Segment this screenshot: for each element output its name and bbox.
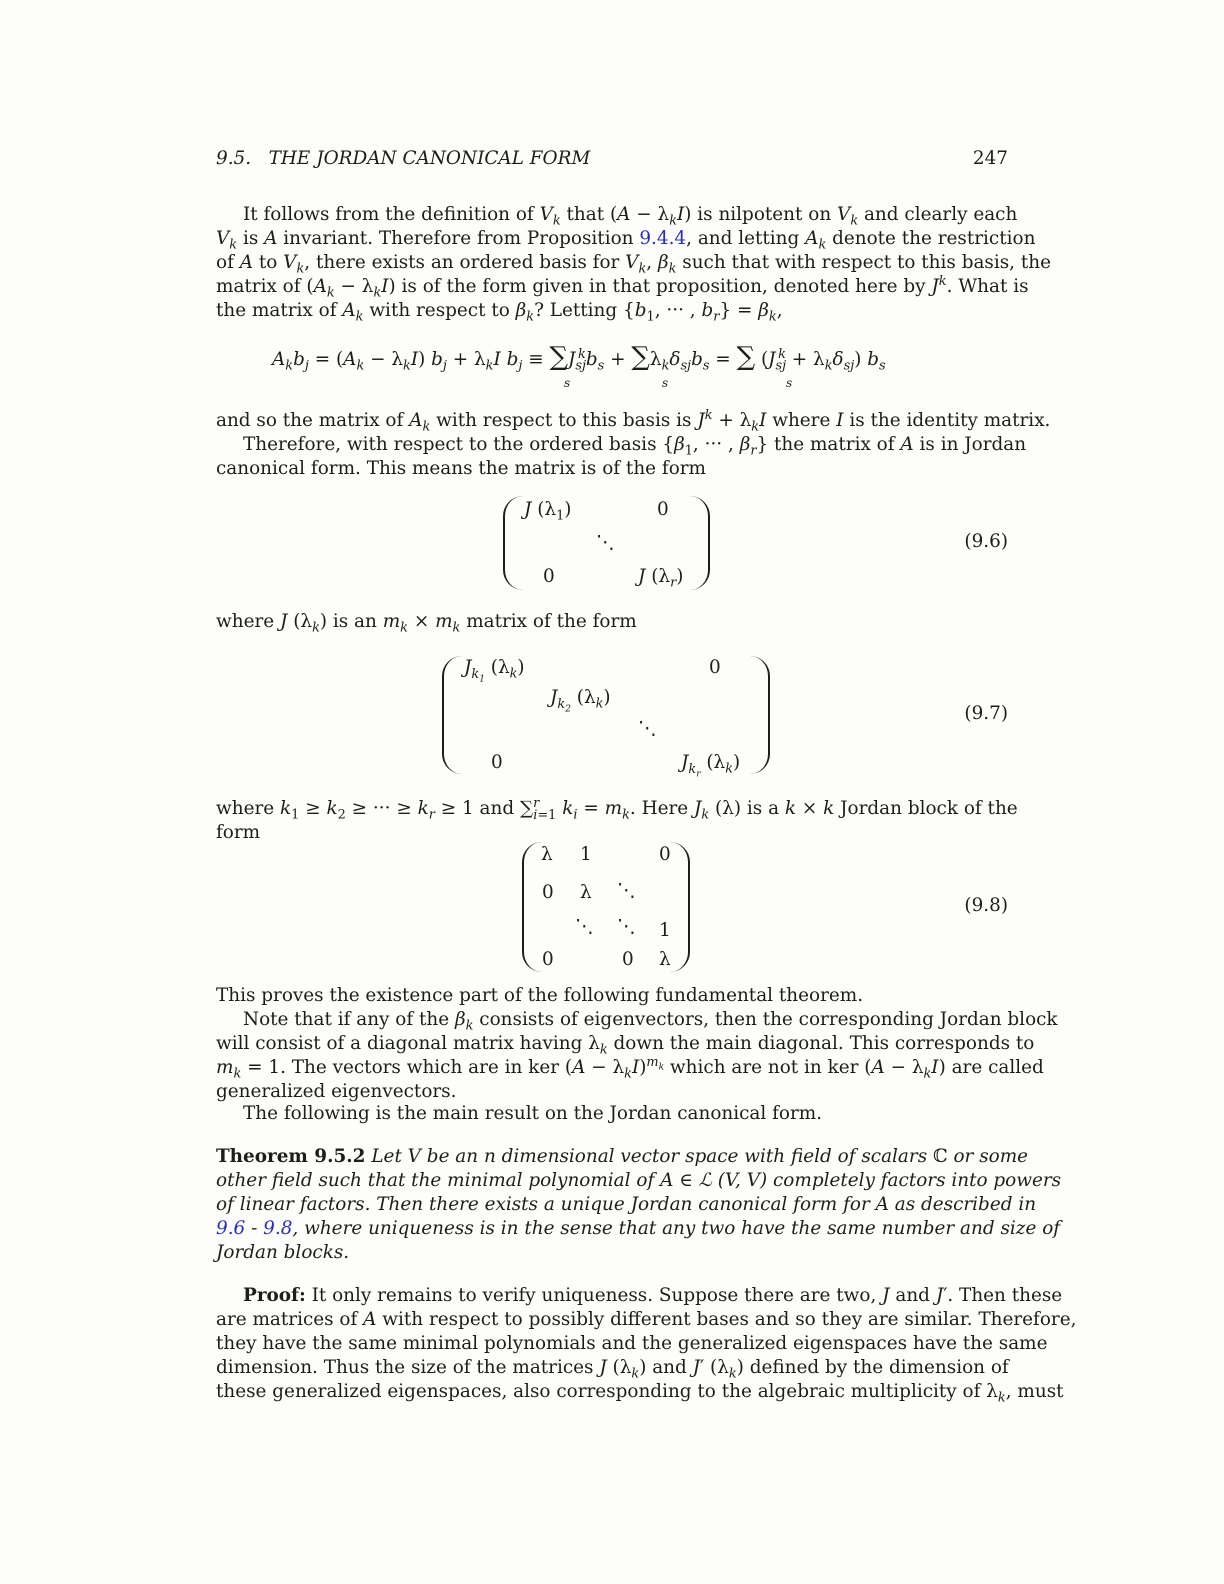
matrix-cell: $J_{k_2}$ $(\lambda_k)$: [550, 687, 611, 715]
matrix-cell: 0: [657, 499, 669, 520]
body-text-line: generalized eigenvectors.: [216, 1081, 457, 1102]
matrix-cell: J $(\lambda_1)$: [524, 499, 572, 524]
right-parenthesis: [690, 496, 710, 590]
theorem-label: Theorem 9.5.2: [216, 1146, 366, 1167]
left-parenthesis: [503, 496, 523, 590]
body-text-line: canonical form. This means the matrix is of the form: [216, 458, 707, 479]
right-parenthesis: [670, 842, 690, 972]
body-text-line: and so the matrix of $A_k$ with respect to this basis is $J^k + \lambda_kI$ where I is the identity matrix.: [216, 407, 1051, 435]
matrix-cell: 0: [543, 566, 555, 587]
sum-index: s: [786, 376, 793, 390]
proof-line: Proof: It only remains to verify uniqueness. Suppose there are two, J and J′. Then these: [243, 1285, 1063, 1306]
proof-label: Proof:: [243, 1285, 306, 1306]
body-text-line: $V_k$ is A invariant. Therefore from Proposition 9.4.4, and letting $A_k$ denote the restriction: [216, 228, 1036, 253]
sum-index: s: [564, 376, 571, 390]
body-text-line: $m_k = 1$. The vectors which are in ker $(A - \lambda_kI)^{m_k}$ which are not in ker $(A - \lambda_kI)$ are called: [216, 1054, 1044, 1082]
display-equation: $A_kb_j = (A_k - \lambda_kI) b_j + \lambda_kI$ $b_j \equiv \sum J_{sj}^kb_s + \sum\lambda_k\delta_{sj}b_s$ = ∑ $(J_{sj}^k + \lambda_k\delta_{sj})$ $b_s$: [272, 342, 886, 374]
sum-index: s: [662, 376, 669, 390]
matrix-cell: 0: [542, 882, 554, 903]
equation-number: (9.8): [964, 895, 1008, 916]
equation-number: (9.6): [964, 531, 1008, 552]
matrix-cell: ⋱: [638, 718, 657, 739]
body-text-line: where $k_1 \ge k_2$ ≥ ··· ≥ $k_r \ge 1$ and ∑$^r_{i=1}$ $k_i = m_k$. Here $J_k$ (λ) is a k × k Jordan block of the: [216, 795, 1018, 823]
matrix-cell: 0: [622, 949, 634, 970]
matrix-cell: ⋱: [596, 532, 615, 553]
equation-link[interactable]: 9.8: [263, 1218, 293, 1239]
equation-link[interactable]: 9.6: [216, 1218, 246, 1239]
theorem-line: other field such that the minimal polynomial of A ∈ ℒ (V, V) completely factors into powers: [216, 1170, 1062, 1191]
matrix-cell: ⋱: [617, 880, 636, 901]
matrix-cell: J $(\lambda_r)$: [638, 566, 684, 591]
left-parenthesis: [442, 656, 462, 774]
body-text-line: will consist of a diagonal matrix having $\lambda_k$ down the main diagonal. This corresponds to: [216, 1033, 1035, 1058]
body-text-line: matrix of $(A_k - \lambda_kI)$ is of the form given in that proposition, denoted here by $J^k$. What is: [216, 273, 1029, 301]
matrix-cell: ⋱: [617, 916, 636, 937]
page-number: 247: [972, 148, 1008, 169]
body-text-line: of A to $V_k$, there exists an ordered basis for $V_k$, $\beta_k$ such that with respect to this basis, the: [216, 252, 1051, 277]
body-text-line: the matrix of $A_k$ with respect to $\beta_k$? Letting {$b_1$, ··· , $b_r\} = \beta_k$,: [216, 300, 783, 325]
body-text-line: It follows from the definition of $V_k$ that $(A - \lambda_kI)$ is nilpotent on $V_k$ and clearly each: [243, 204, 1018, 229]
body-text-line: Therefore, with respect to the ordered basis {$\beta_1$, ··· , $\beta_r$} the matrix of A is in Jordan: [243, 434, 1027, 459]
matrix-cell: λ: [580, 882, 592, 903]
body-text-line: This proves the existence part of the following fundamental theorem.: [216, 985, 864, 1006]
equation-number: (9.7): [964, 703, 1008, 724]
running-header: 9.5. THE JORDAN CANONICAL FORM: [216, 148, 591, 169]
theorem-line: Theorem 9.5.2 Let V be an n dimensional vector space with field of scalars ℂ or some: [216, 1146, 1029, 1167]
left-parenthesis: [522, 842, 542, 972]
proof-line: they have the same minimal polynomials and the generalized eigenspaces have the same: [216, 1333, 1048, 1354]
proposition-link[interactable]: 9.4.4: [639, 228, 687, 249]
theorem-line: of linear factors. Then there exists a unique Jordan canonical form for A as described in: [216, 1194, 1037, 1215]
body-text-line: Note that if any of the $\beta_k$ consists of eigenvectors, then the corresponding Jordan block: [243, 1009, 1058, 1034]
matrix-cell: 0: [659, 844, 671, 865]
theorem-line: 9.6 - 9.8, where uniqueness is in the sense that any two have the same number and size of: [216, 1218, 1061, 1239]
proof-line: dimension. Thus the size of the matrices J $(\lambda_k)$ and J′ $(\lambda_k)$ defined by the dimension of: [216, 1357, 1009, 1382]
matrix-cell: $J_{k_1}$ $(\lambda_k)$: [464, 657, 525, 685]
matrix-cell: 1: [659, 920, 671, 941]
matrix-cell: ⋱: [575, 916, 594, 937]
proof-line: are matrices of A with respect to possibly different bases and so they are similar. Therefore,: [216, 1309, 1077, 1330]
body-text-line: The following is the main result on the Jordan canonical form.: [243, 1103, 823, 1124]
matrix-cell: 0: [491, 752, 503, 773]
body-text-line: where J $(\lambda_k)$ is an $m_k \times m_k$ matrix of the form: [216, 611, 637, 636]
matrix-cell: 1: [580, 844, 592, 865]
right-parenthesis: [750, 656, 770, 774]
proof-line: these generalized eigenspaces, also corresponding to the algebraic multiplicity of $\lambda_k$, must: [216, 1381, 1064, 1406]
matrix-cell: λ: [659, 949, 671, 970]
matrix-cell: $J_{k_r}$ $(\lambda_k)$: [681, 752, 741, 780]
theorem-line: Jordan blocks.: [216, 1242, 350, 1263]
matrix-cell: 0: [709, 657, 721, 678]
body-text-line: form: [216, 822, 261, 843]
matrix-cell: 0: [542, 949, 554, 970]
matrix-cell: λ: [541, 844, 553, 865]
